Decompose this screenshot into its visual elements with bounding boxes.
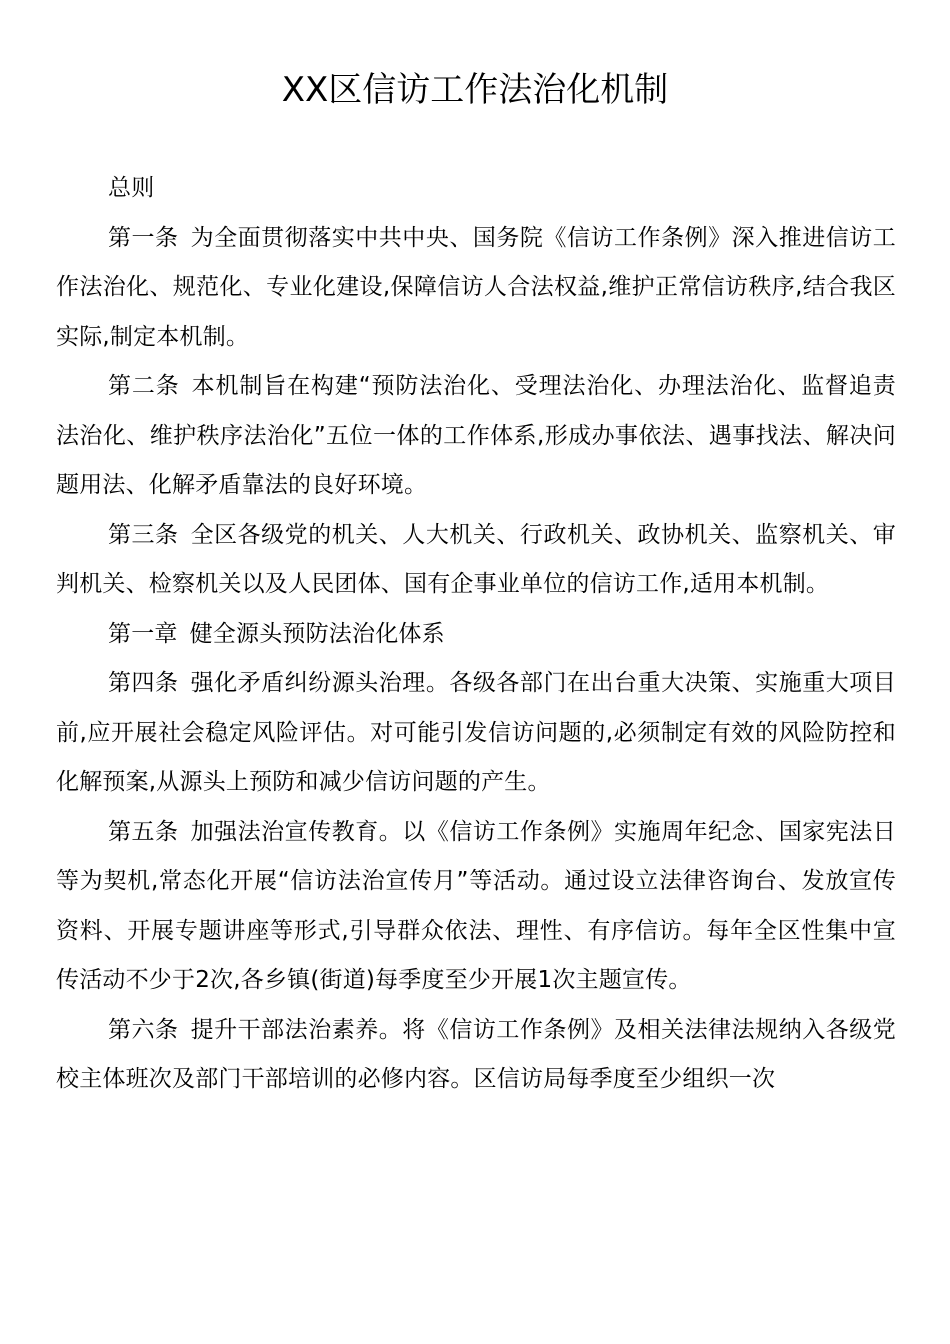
- article-text: 全区各级党的机关、人大机关、行政机关、政协机关、监察机关、审判机关、检察机关以及人民团体、国有企事业单位的信访工作,适用本机制。: [56, 521, 896, 597]
- article-number: 第一条: [108, 224, 179, 251]
- article-text: 提升干部法治素养。将《信访工作条例》及相关法律法规纳入各级党校主体班次及部门干部培训的必修内容。区信访局每季度至少组织一次: [56, 1016, 896, 1092]
- article-number: 第三条: [108, 521, 179, 548]
- article-paragraph: [56, 659, 896, 808]
- article-text: 强化矛盾纠纷源头治理。各级各部门在出台重大决策、实施重大项目前,应开展社会稳定风险评估。对可能引发信访问题的,必须制定有效的风险防控和化解预案,从源头上预防和减少信访问题的产生。: [56, 670, 896, 795]
- chapter-heading: [56, 610, 896, 660]
- article-text: 本机制旨在构建“预防法治化、受理法治化、办理法治化、监督追责法治化、维护秩序法治化”五位一体的工作体系,形成办事依法、遇事找法、解决问题用法、化解矛盾靠法的良好环境。: [56, 373, 896, 498]
- chapter-number: 第一章: [108, 620, 178, 647]
- article-text: 为全面贯彻落实中共中央、国务院《信访工作条例》深入推进信访工作法治化、规范化、专业化建设,保障信访人合法权益,维护正常信访秩序,结合我区实际,制定本机制。: [56, 224, 896, 350]
- article-number: 第二条: [108, 373, 180, 399]
- article-number: 第四条: [108, 670, 179, 696]
- article-paragraph: [56, 214, 896, 363]
- article-number: 第六条: [108, 1016, 179, 1043]
- article-paragraph: [56, 1006, 896, 1105]
- article-text: 加强法治宣传教育。以《信访工作条例》实施周年纪念、国家宪法日等为契机,常态化开展“信访法治宣传月”等活动。通过设立法律咨询台、发放宣传资料、开展专题讲座等形式,引导群众依法、理性、有序信访。每年全区性集中宣传活动不少于2次,各乡镇(街道)每季度至少开展1次主题宣传。: [56, 818, 896, 993]
- article-paragraph: [56, 511, 896, 610]
- section-heading-general: [56, 164, 896, 214]
- paragraph-label: 总则: [108, 175, 155, 201]
- document-title: XX区信访工作法治化机制: [281, 70, 669, 110]
- article-paragraph: [56, 808, 896, 1006]
- chapter-title: 健全源头预防法治化体系: [189, 620, 445, 647]
- article-paragraph: [56, 362, 896, 511]
- document-body: [56, 164, 896, 1105]
- article-number: 第五条: [108, 818, 179, 845]
